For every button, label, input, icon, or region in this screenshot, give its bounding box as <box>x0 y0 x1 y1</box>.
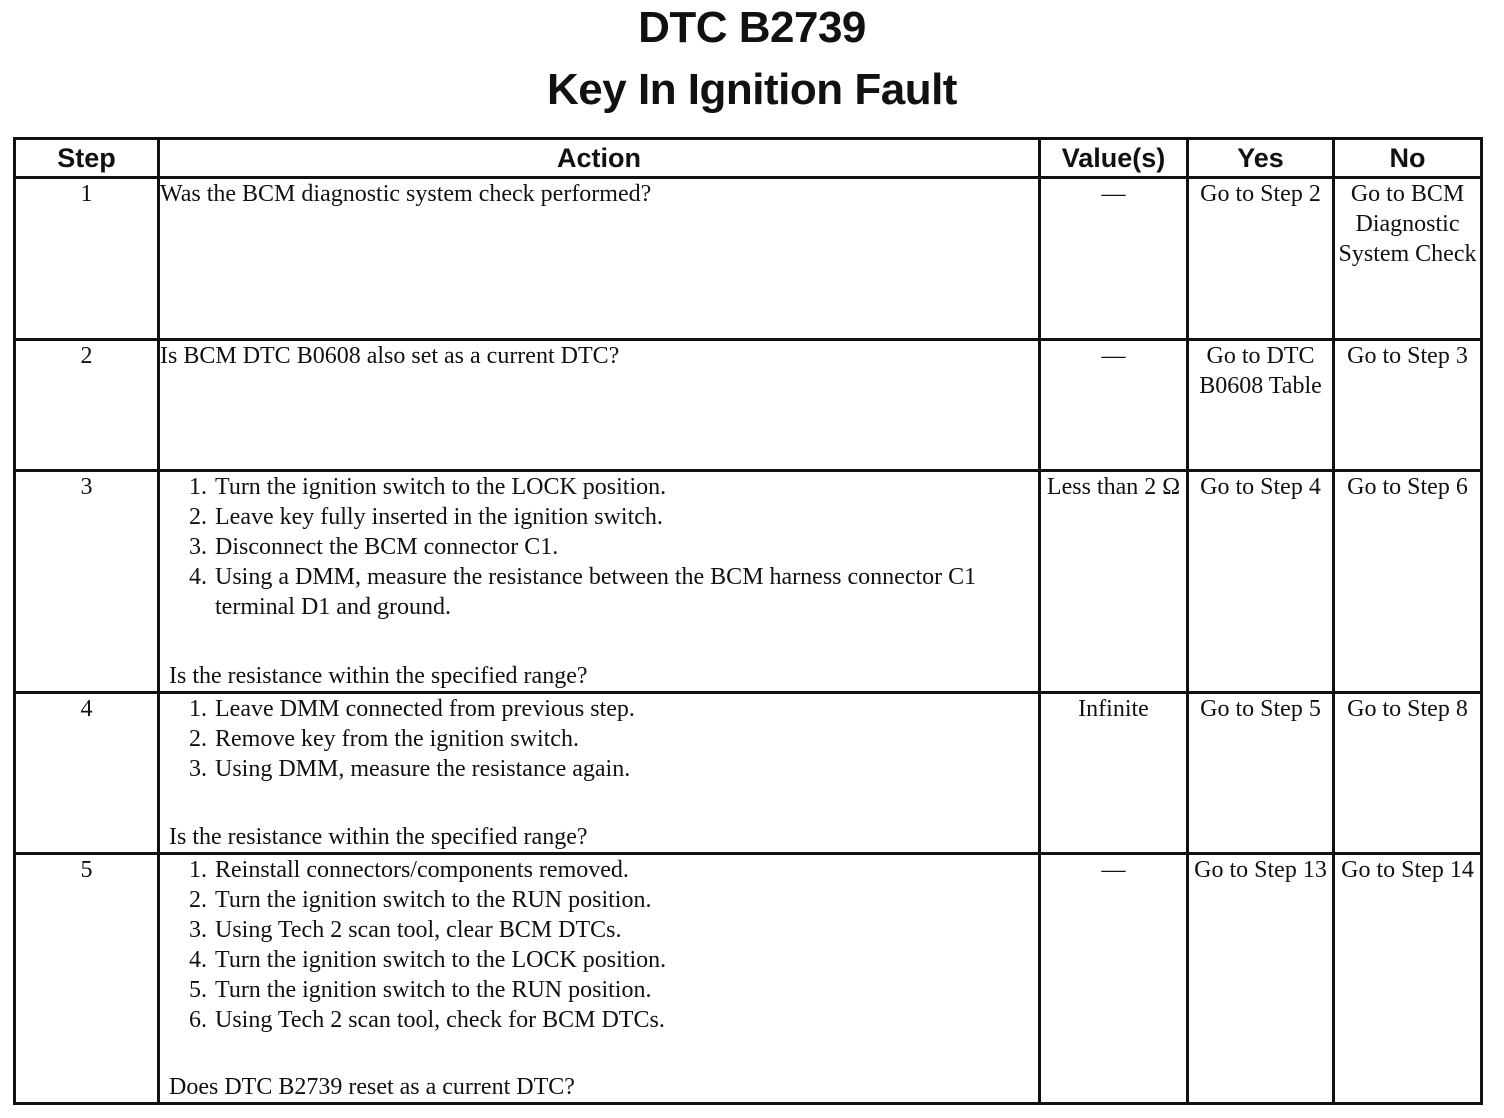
yes-cell: Go to Step 4 <box>1188 471 1334 693</box>
no-cell: Go to Step 3 <box>1334 340 1482 471</box>
procedure-list <box>160 472 1038 622</box>
yes-cell: Go to DTC B0608 Table <box>1188 340 1334 471</box>
procedure-list <box>160 694 1038 784</box>
procedure-item: 1. Reinstall connectors/components removed. <box>213 855 1038 885</box>
procedure-item: 3. Using Tech 2 scan tool, clear BCM DTCs. <box>213 915 1038 945</box>
procedure-list <box>160 855 1038 1035</box>
action-cell <box>159 471 1040 693</box>
value-cell: Infinite <box>1040 693 1188 854</box>
table-row <box>15 471 1482 693</box>
no-cell: Go to BCM Diagnostic System Check <box>1334 178 1482 340</box>
header-yes: Yes <box>1188 139 1334 178</box>
header-values: Value(s) <box>1040 139 1188 178</box>
no-cell: Go to Step 14 <box>1334 854 1482 1104</box>
procedure-item: 1. Turn the ignition switch to the LOCK position. <box>213 472 1038 502</box>
value-cell: — <box>1040 854 1188 1104</box>
procedure-item: 4. Turn the ignition switch to the LOCK position. <box>213 945 1038 975</box>
action-question: Does DTC B2739 reset as a current DTC? <box>169 1074 575 1100</box>
table-header-row <box>15 139 1482 178</box>
value-cell: — <box>1040 340 1188 471</box>
yes-cell: Go to Step 13 <box>1188 854 1334 1104</box>
procedure-item: 3. Using DMM, measure the resistance again. <box>213 754 1038 784</box>
step-number: 4 <box>15 693 159 854</box>
step-number: 1 <box>15 178 159 340</box>
yes-cell: Go to Step 2 <box>1188 178 1334 340</box>
action-question: Is the resistance within the specified range? <box>169 824 588 850</box>
procedure-item: 2. Turn the ignition switch to the RUN position. <box>213 885 1038 915</box>
action-text: Was the BCM diagnostic system check performed? <box>160 181 652 207</box>
procedure-item: 2. Leave key fully inserted in the ignition switch. <box>213 502 1038 532</box>
page-subtitle: Key In Ignition Fault <box>547 65 957 114</box>
no-cell: Go to Step 6 <box>1334 471 1482 693</box>
page-title: DTC B2739 <box>638 3 866 52</box>
step-number: 5 <box>15 854 159 1104</box>
table-row <box>15 178 1482 340</box>
procedure-item: 3. Disconnect the BCM connector C1. <box>213 532 1038 562</box>
diagnostic-table <box>13 137 1483 1105</box>
procedure-item: 5. Turn the ignition switch to the RUN position. <box>213 975 1038 1005</box>
no-cell: Go to Step 8 <box>1334 693 1482 854</box>
table-row <box>15 340 1482 471</box>
action-text: Is BCM DTC B0608 also set as a current DTC? <box>160 343 620 369</box>
header-action: Action <box>159 139 1040 178</box>
table-row <box>15 693 1482 854</box>
action-cell <box>159 340 1040 471</box>
procedure-item: 2. Remove key from the ignition switch. <box>213 724 1038 754</box>
header-step: Step <box>15 139 159 178</box>
action-question: Is the resistance within the specified range? <box>169 663 588 689</box>
action-cell <box>159 693 1040 854</box>
value-cell: — <box>1040 178 1188 340</box>
procedure-item: 1. Leave DMM connected from previous step. <box>213 694 1038 724</box>
step-number: 3 <box>15 471 159 693</box>
header-no: No <box>1334 139 1482 178</box>
value-text: Less than 2 Ω <box>1046 474 1181 500</box>
procedure-item: 6. Using Tech 2 scan tool, check for BCM DTCs. <box>213 1005 1038 1035</box>
action-cell <box>159 854 1040 1104</box>
action-cell <box>159 178 1040 340</box>
yes-cell: Go to Step 5 <box>1188 693 1334 854</box>
table-row <box>15 854 1482 1104</box>
value-cell <box>1040 471 1188 693</box>
step-number: 2 <box>15 340 159 471</box>
procedure-item: 4. Using a DMM, measure the resistance between the BCM harness connector C1 terminal D1 and ground. <box>213 562 1038 622</box>
